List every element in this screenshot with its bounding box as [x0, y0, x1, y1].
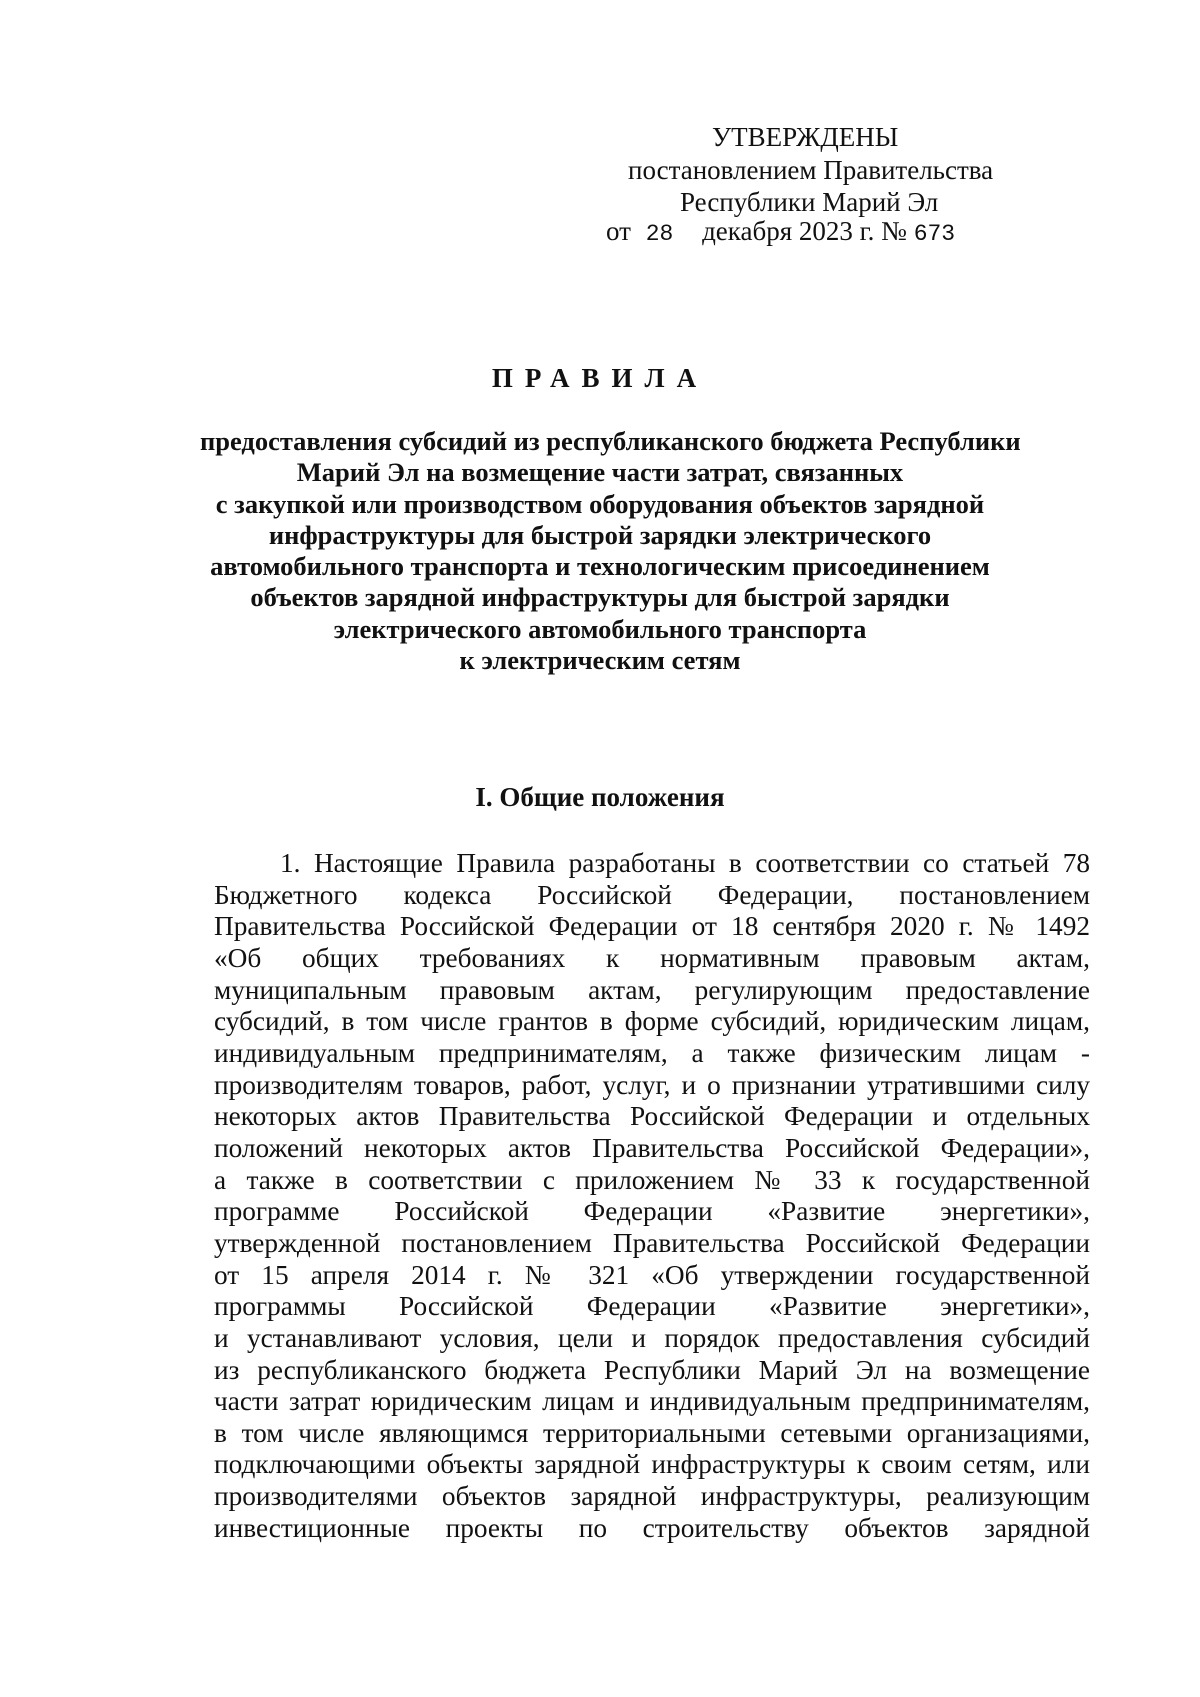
subtitle-line: объектов зарядной инфраструктуры для быстрой зарядки — [250, 582, 950, 613]
paragraph-line: программы Российской Федерации «Развитие энергетики», — [214, 1291, 1090, 1322]
date-prefix: от — [606, 216, 631, 246]
paragraph-line: программе Российской Федерации «Развитие энергетики», — [214, 1196, 1090, 1227]
paragraph-line: индивидуальным предпринимателям, а также физическим лицам - — [214, 1037, 1090, 1068]
paragraph-line: а также в соответствии с приложением № 33 к государственной — [214, 1164, 1090, 1195]
approval-line-1: постановлением Правительства — [628, 155, 994, 185]
subtitle-line: электрического автомобильного транспорта — [333, 613, 867, 644]
paragraph-line: подключающими объекты зарядной инфраструктуры к своим сетям, или — [214, 1449, 1090, 1480]
paragraph-line: субсидий, в том числе грантов в форме субсидий, юридическим лицам, — [214, 1006, 1090, 1037]
subtitle-line: Марий Эл на возмещение части затрат, связанных — [296, 457, 904, 488]
document-title: ПРАВИЛА — [491, 363, 709, 393]
paragraph-line: муниципальным правовым актам, регулирующим предоставление — [214, 974, 1090, 1005]
document-number: 673 — [913, 221, 956, 247]
paragraph-line: производителями объектов зарядной инфраструктуры, реализующим — [214, 1481, 1090, 1512]
paragraph-line: некоторых актов Правительства Российской Федерации и отдельных — [214, 1101, 1090, 1132]
paragraph-line: Бюджетного кодекса Российской Федерации, постановлением — [214, 879, 1090, 910]
date-month-year: декабря 2023 г. — [702, 216, 875, 246]
paragraph-line: «Об общих требованиях к нормативным правовым актам, — [214, 942, 1090, 973]
paragraph-1 — [214, 848, 1090, 1544]
paragraph-line: от 15 апреля 2014 г. № 321 «Об утверждении государственной — [214, 1259, 1090, 1290]
paragraph-line: и устанавливают условия, цели и порядок предоставления субсидий — [214, 1322, 1090, 1353]
document-subtitle — [200, 426, 1021, 676]
paragraph-line: инвестиционные проекты по строительству объектов зарядной — [214, 1512, 1090, 1543]
subtitle-line: инфраструктуры для быстрой зарядки электрического — [268, 519, 932, 550]
paragraph-line: положений некоторых актов Правительства Российской Федерации», — [214, 1132, 1090, 1163]
date-day: 28 — [645, 221, 674, 247]
paragraph-line: 1. Настоящие Правила разработаны в соответствии со статьей 78 — [280, 848, 1090, 878]
number-sign: № — [881, 216, 907, 246]
subtitle-line: к электрическим сетям — [459, 645, 741, 676]
paragraph-line: производителям товаров, работ, услуг, и о признании утратившими силу — [214, 1069, 1090, 1100]
approval-line-2: Республики Марий Эл — [680, 187, 939, 217]
subtitle-line: автомобильного транспорта и технологическим присоединением — [210, 551, 990, 582]
approval-date-line — [606, 214, 955, 251]
subtitle-line: с закупкой или производством оборудования объектов зарядной — [215, 488, 985, 519]
paragraph-line: из республиканского бюджета Республики Марий Эл на возмещение — [214, 1354, 1090, 1385]
paragraph-line: Правительства Российской Федерации от 18 сентября 2020 г. № 1492 — [214, 911, 1090, 942]
paragraph-line: утвержденной постановлением Правительства Российской Федерации — [214, 1227, 1090, 1258]
paragraph-line: части затрат юридическим лицам и индивидуальным предпринимателям, — [214, 1386, 1090, 1417]
paragraph-line: в том числе являющимся территориальными сетевыми организациями, — [214, 1417, 1090, 1448]
subtitle-line: предоставления субсидий из республиканского бюджета Республики — [200, 426, 1021, 456]
approval-heading: УТВЕРЖДЕНЫ — [712, 122, 899, 152]
section-heading: I. Общие положения — [475, 782, 725, 812]
